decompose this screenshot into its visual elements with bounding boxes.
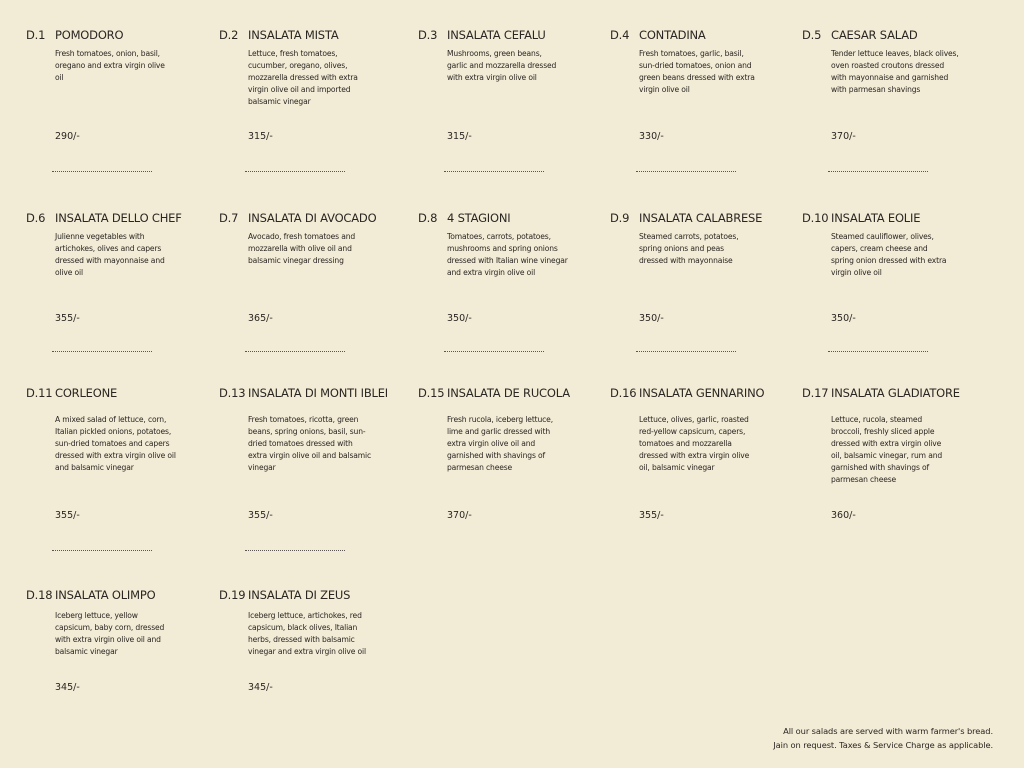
item-name: CONTADINA	[639, 28, 706, 42]
item-name: INSALATA DELLO CHEF	[55, 211, 182, 225]
item-heading	[802, 211, 920, 225]
item-code: D.1	[26, 28, 46, 42]
dotted-divider	[636, 351, 736, 352]
item-description: Lettuce, olives, garlic, roasted red-yellow capsicum, capers, tomatoes and mozzarella dressed with extra virgin olive oil, balsamic vinegar	[639, 415, 750, 472]
item-name: INSALATA CALABRESE	[639, 211, 763, 225]
item-code: D.18	[26, 588, 53, 602]
item-description: Lettuce, fresh tomatoes, cucumber, oregano, olives, mozzarella dressed with extra virgin olive oil and imported balsamic vinegar	[248, 49, 358, 106]
item-price: 315/-	[248, 131, 273, 142]
item-name: INSALATA DE RUCOLA	[447, 386, 570, 400]
dotted-divider	[636, 171, 736, 172]
item-code: D.9	[610, 211, 630, 225]
item-name: INSALATA DI ZEUS	[248, 588, 351, 602]
item-code: D.2	[219, 28, 239, 42]
footer-note	[773, 724, 993, 752]
item-price: 345/-	[248, 682, 273, 693]
item-code: D.8	[418, 211, 438, 225]
item-heading	[219, 28, 339, 42]
item-heading	[418, 386, 570, 400]
footer-line-1: All our salads are served with warm farmer's bread.	[783, 726, 993, 736]
item-description: Fresh tomatoes, garlic, basil, sun-dried tomatoes, onion and green beans dressed with extra virgin olive oil	[639, 49, 755, 94]
item-description: Tomatoes, carrots, potatoes, mushrooms and spring onions dressed with Italian wine vinegar and extra virgin olive oil	[447, 232, 568, 277]
item-code: D.16	[610, 386, 637, 400]
item-code: D.11	[26, 386, 53, 400]
item-price: 355/-	[55, 313, 80, 324]
item-description: Lettuce, rucola, steamed broccoli, freshly sliced apple dressed with extra virgin olive oil, balsamic vinegar, rum and garnished with shavings of parmesan cheese	[831, 415, 943, 484]
item-price: 360/-	[831, 510, 856, 521]
item-description: Iceberg lettuce, artichokes, red capsicum, black olives, Italian herbs, dressed with balsamic vinegar and extra virgin olive oil	[248, 611, 366, 656]
item-price: 315/-	[447, 131, 472, 142]
item-heading	[610, 386, 764, 400]
item-name: INSALATA GENNARINO	[639, 386, 765, 400]
item-description: Steamed cauliflower, olives, capers, cream cheese and spring onion dressed with extra virgin olive oil	[831, 232, 947, 277]
dotted-divider	[52, 550, 152, 551]
item-heading	[26, 386, 117, 400]
item-name: INSALATA MISTA	[248, 28, 339, 42]
dotted-divider	[828, 351, 928, 352]
item-heading	[219, 588, 350, 602]
item-price: 350/-	[447, 313, 472, 324]
item-code: D.6	[26, 211, 46, 225]
item-name: 4 STAGIONI	[447, 211, 511, 225]
item-code: D.10	[802, 211, 829, 225]
item-heading	[219, 211, 376, 225]
item-heading	[802, 386, 960, 400]
dotted-divider	[444, 351, 544, 352]
item-heading	[26, 211, 182, 225]
item-description: Fresh tomatoes, ricotta, green beans, spring onions, basil, sun-dried tomatoes dressed with extra virgin olive oil and balsamic vinegar	[248, 415, 371, 472]
item-heading	[802, 28, 918, 42]
item-description: Mushrooms, green beans, garlic and mozzarella dressed with extra virgin olive oil	[447, 49, 557, 82]
item-code: D.3	[418, 28, 438, 42]
item-heading	[610, 211, 762, 225]
item-heading	[418, 211, 510, 225]
dotted-divider	[245, 351, 345, 352]
item-price: 370/-	[831, 131, 856, 142]
item-code: D.7	[219, 211, 239, 225]
item-price: 350/-	[639, 313, 664, 324]
item-heading	[26, 28, 123, 42]
item-name: CAESAR SALAD	[831, 28, 918, 42]
item-name: INSALATA GLADIATORE	[831, 386, 960, 400]
item-name: INSALATA DI AVOCADO	[248, 211, 377, 225]
footer-line-2: Jain on request. Taxes & Service Charge as applicable.	[773, 740, 993, 750]
item-name: INSALATA OLIMPO	[55, 588, 156, 602]
item-heading	[610, 28, 706, 42]
item-name: INSALATA CEFALU	[447, 28, 546, 42]
item-description: Iceberg lettuce, yellow capsicum, baby corn, dressed with extra virgin olive oil and balsamic vinegar	[55, 611, 165, 656]
item-code: D.5	[802, 28, 822, 42]
item-name: POMODORO	[55, 28, 124, 42]
item-price: 355/-	[639, 510, 664, 521]
item-code: D.15	[418, 386, 445, 400]
item-name: INSALATA DI MONTI IBLEI	[248, 386, 388, 400]
item-heading	[26, 588, 155, 602]
item-code: D.19	[219, 588, 246, 602]
item-price: 370/-	[447, 510, 472, 521]
dotted-divider	[245, 171, 345, 172]
item-code: D.4	[610, 28, 630, 42]
item-code: D.13	[219, 386, 246, 400]
item-name: CORLEONE	[55, 386, 118, 400]
dotted-divider	[245, 550, 345, 551]
item-code: D.17	[802, 386, 829, 400]
item-price: 345/-	[55, 682, 80, 693]
item-price: 350/-	[831, 313, 856, 324]
dotted-divider	[828, 171, 928, 172]
item-description: Steamed carrots, potatoes, spring onions and peas dressed with mayonnaise	[639, 232, 739, 265]
dotted-divider	[52, 171, 152, 172]
item-description: A mixed salad of lettuce, corn, Italian pickled onions, potatoes, sun-dried tomatoes and capers dressed with extra virgin olive oil and balsamic vinegar	[55, 415, 176, 472]
item-price: 290/-	[55, 131, 80, 142]
item-description: Fresh rucola, iceberg lettuce, lime and garlic dressed with extra virgin olive oil and garnished with shavings of parmesan cheese	[447, 415, 553, 472]
item-heading	[418, 28, 546, 42]
dotted-divider	[52, 351, 152, 352]
item-description: Fresh tomatoes, onion, basil, oregano and extra virgin olive oil	[55, 49, 165, 82]
dotted-divider	[444, 171, 544, 172]
item-description: Julienne vegetables with artichokes, olives and capers dressed with mayonnaise and olive oil	[55, 232, 165, 277]
item-price: 355/-	[55, 510, 80, 521]
item-description: Avocado, fresh tomatoes and mozzarella with olive oil and balsamic vinegar dressing	[248, 232, 356, 265]
item-name: INSALATA EOLIE	[831, 211, 921, 225]
item-price: 330/-	[639, 131, 664, 142]
item-price: 355/-	[248, 510, 273, 521]
item-price: 365/-	[248, 313, 273, 324]
item-heading	[219, 386, 388, 400]
item-description: Tender lettuce leaves, black olives, oven roasted croutons dressed with mayonnaise and garnished with parmesan shavings	[831, 49, 959, 94]
